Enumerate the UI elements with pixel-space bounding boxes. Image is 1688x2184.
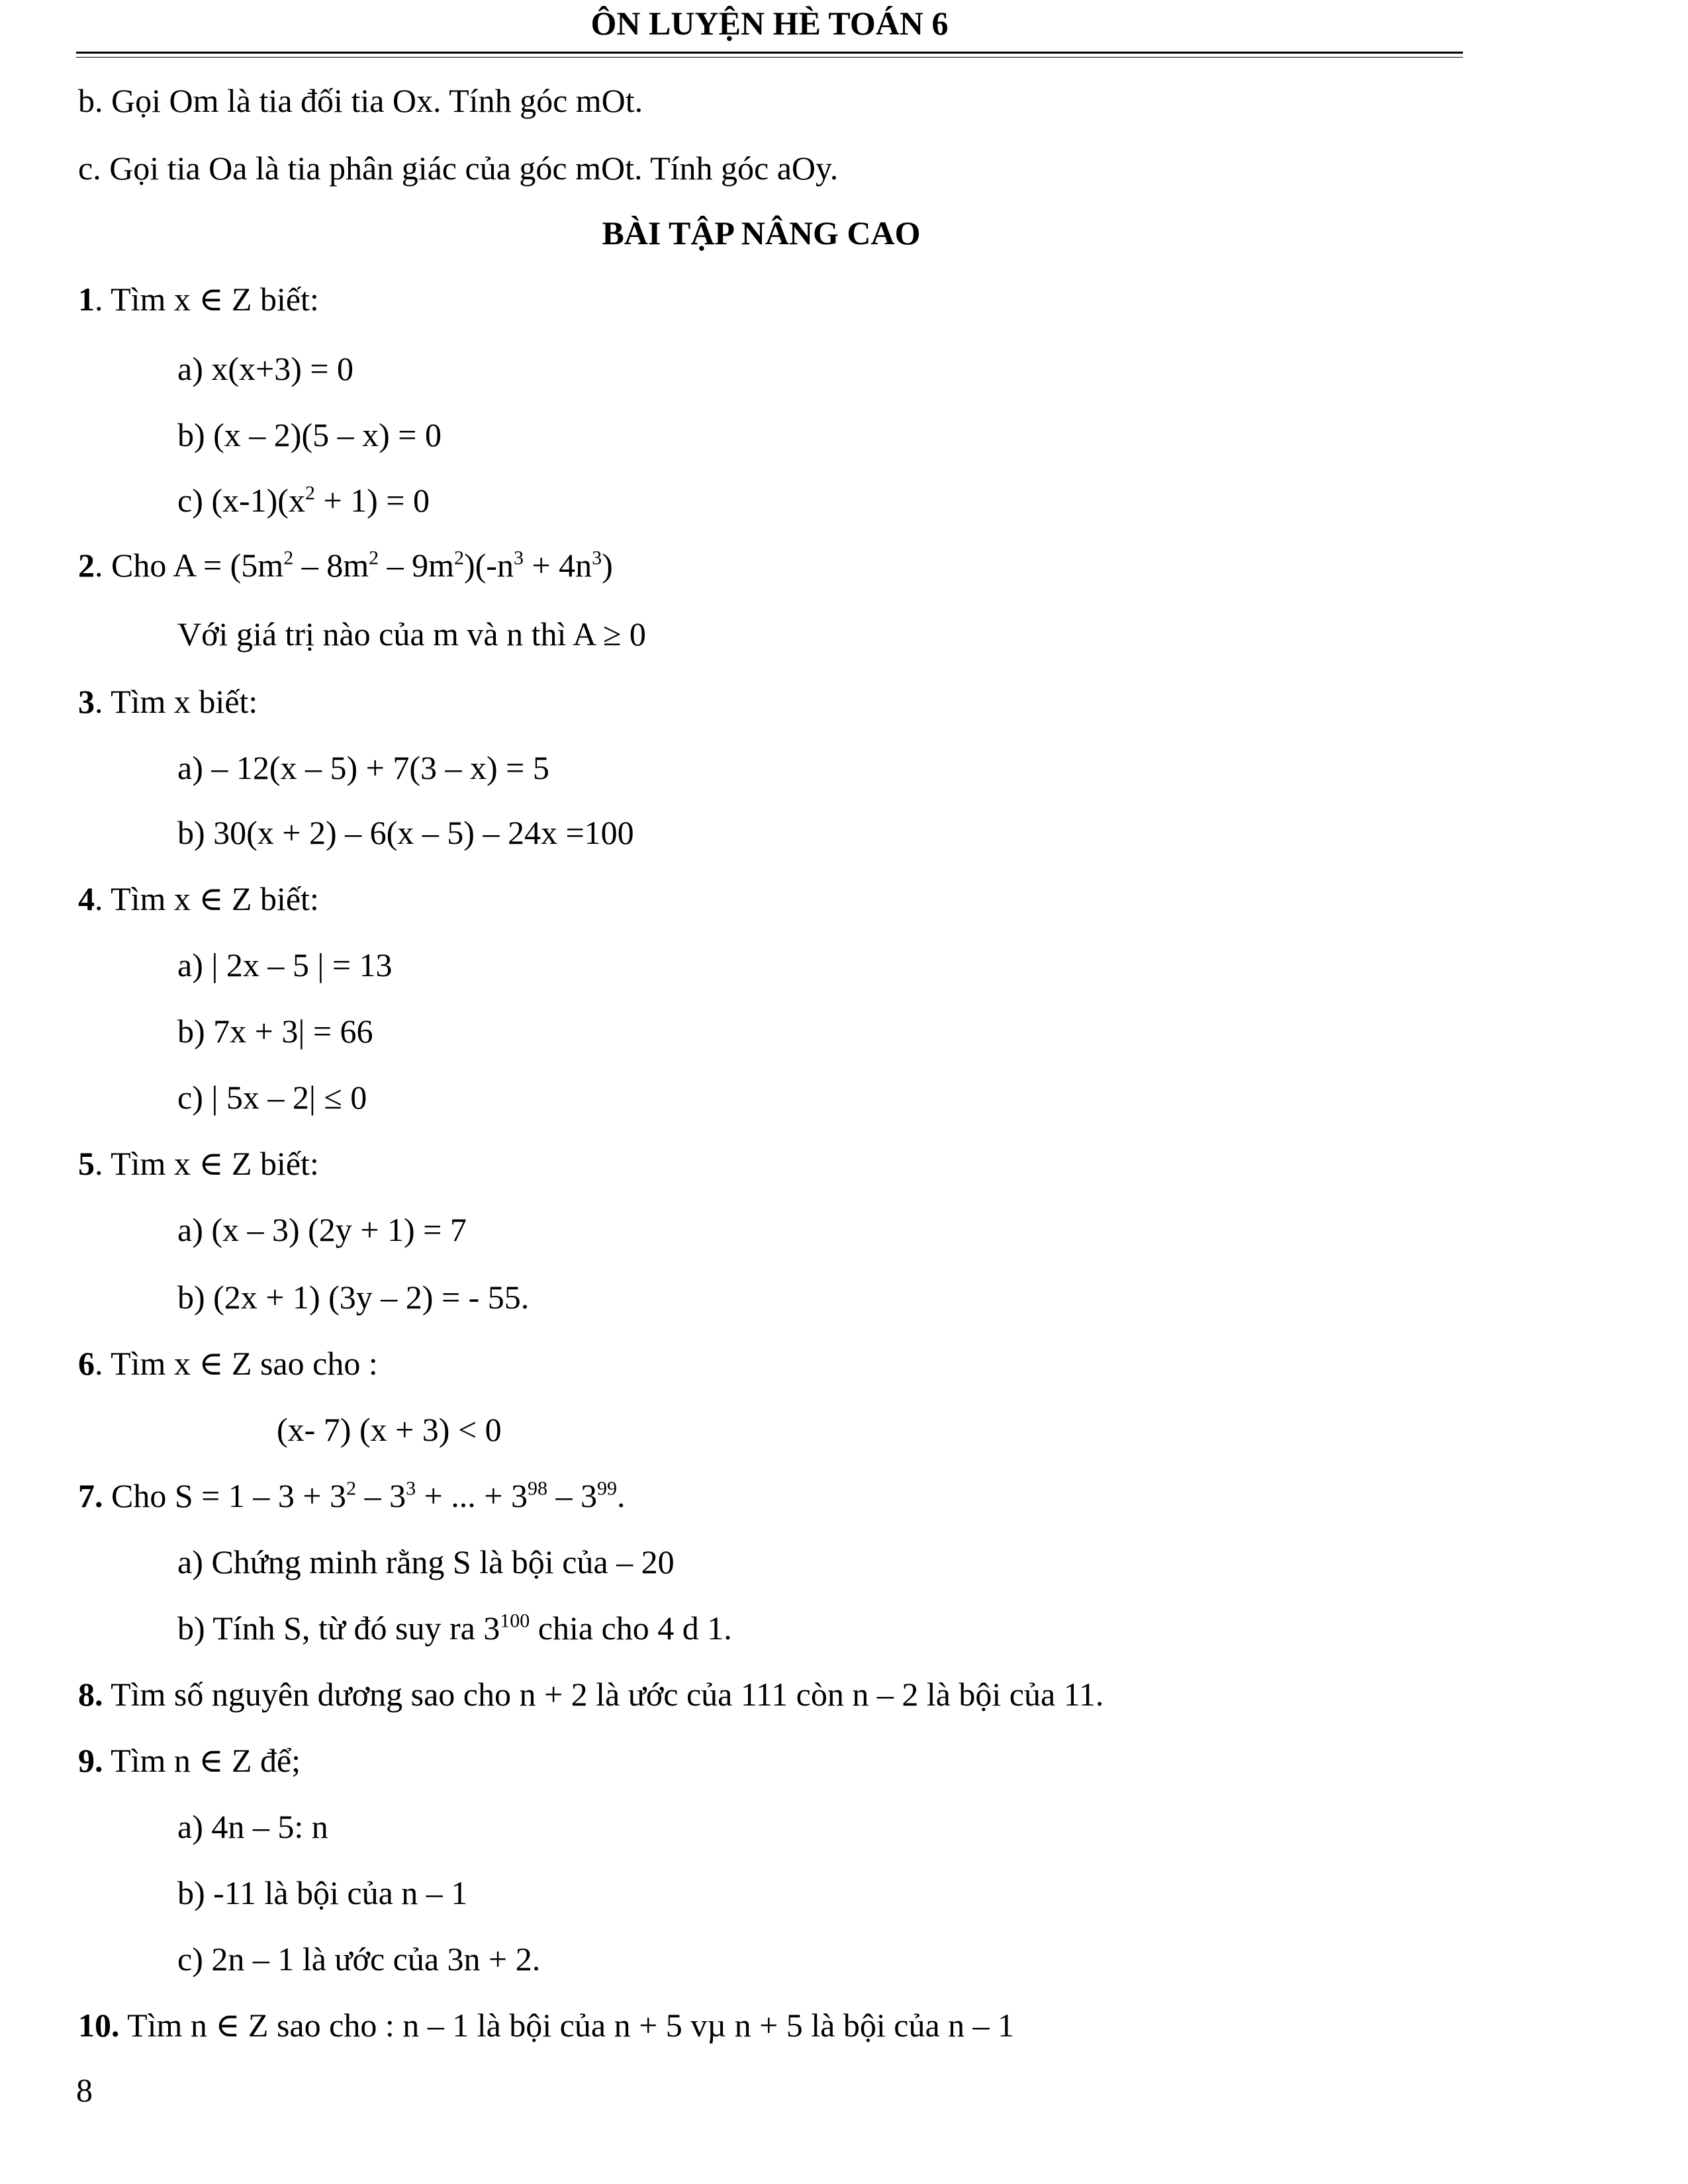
problem-4a: a) | 2x – 5 | = 13	[177, 946, 393, 983]
exercise-part-b: b. Gọi Om là tia đối tia Ox. Tính góc mOt.	[78, 82, 643, 119]
problem-1-text: . Tìm x ∈ Z biết:	[95, 281, 319, 318]
problem-9-heading: 9. Tìm n ∈ Z để;	[78, 1742, 301, 1779]
header-title: ÔN LUYỆN HÈ TOÁN 6	[590, 5, 949, 42]
problem-number: 2	[78, 547, 95, 584]
problem-9b: b) -11 là bội của n – 1	[177, 1874, 468, 1911]
problem-number: 1	[78, 281, 95, 318]
problem-1b: b) (x – 2)(5 – x) = 0	[177, 416, 442, 453]
problem-number: 7.	[78, 1477, 103, 1514]
problem-3b: b) 30(x + 2) – 6(x – 5) – 24x =100	[177, 814, 634, 851]
problem-number: 3	[78, 683, 95, 720]
problem-number: 6	[78, 1345, 95, 1382]
problem-number: 5	[78, 1145, 95, 1182]
problem-5a: a) (x – 3) (2y + 1) = 7	[177, 1211, 467, 1248]
page-number: 8	[76, 2071, 93, 2109]
problem-number: 10.	[78, 2007, 120, 2044]
problem-7b: b) Tính S, từ đó suy ra $3^{100}$ chia cho 4 d 1.	[177, 1610, 732, 1647]
problem-number: 4	[78, 880, 95, 917]
page-header	[76, 0, 1463, 54]
problem-8-heading: 8. Tìm số nguyên dương sao cho n + 2 là ước của 111 còn n – 2 là bội của 11.	[78, 1676, 1104, 1713]
problem-6-heading: 6. Tìm x ∈ Z sao cho :	[78, 1345, 378, 1382]
problem-10-heading: 10. Tìm n ∈ Z sao cho : n – 1 là bội của n + 5 vµ n + 5 là bội của n – 1	[78, 2007, 1015, 2044]
problem-4b: b) 7x + 3| = 66	[177, 1013, 373, 1050]
problem-7-heading: 7. Cho $S = 1 - 3 + 3^2 - 3^3$ + ... + $3^{98} - 3^{99}$.	[78, 1477, 626, 1514]
problem-number: 8.	[78, 1676, 103, 1713]
problem-6-expression: (x- 7) (x + 3) < 0	[277, 1411, 502, 1448]
problem-4-heading: 4. Tìm x ∈ Z biết:	[78, 880, 319, 917]
problem-7a: a) Chứng minh rằng S là bội của – 20	[177, 1543, 675, 1580]
exercise-part-c: c. Gọi tia Oa là tia phân giác của góc mOt. Tính góc aOy.	[78, 150, 839, 187]
problem-number: 9.	[78, 1742, 103, 1779]
problem-3-heading: 3. Tìm x biết:	[78, 683, 258, 720]
problem-5-heading: 5. Tìm x ∈ Z biết:	[78, 1145, 319, 1182]
problem-2-condition: Với giá trị nào của m và n thì A ≥ 0	[177, 615, 646, 653]
problem-1a: a) x(x+3) = 0	[177, 350, 354, 387]
section-title: BÀI TẬP NÂNG CAO	[602, 214, 921, 251]
problem-5b: b) (2x + 1) (3y – 2) = - 55.	[177, 1279, 530, 1316]
problem-4c: c) | 5x – 2| ≤ 0	[177, 1079, 367, 1116]
problem-9a: a) 4n – 5: n	[177, 1808, 328, 1845]
problem-1c: c) $(x-1)(x^2 + 1) = 0$	[177, 482, 430, 519]
problem-3a: a) – 12(x – 5) + 7(3 – x) = 5	[177, 749, 549, 786]
problem-1-heading	[78, 279, 319, 319]
problem-9c: c) 2n – 1 là ước của 3n + 2.	[177, 1940, 541, 1978]
problem-2-heading: 2. Cho $A = (5m^2 - 8m^2 - 9m^2)(-n^3 + 4n^3)$	[78, 547, 613, 584]
